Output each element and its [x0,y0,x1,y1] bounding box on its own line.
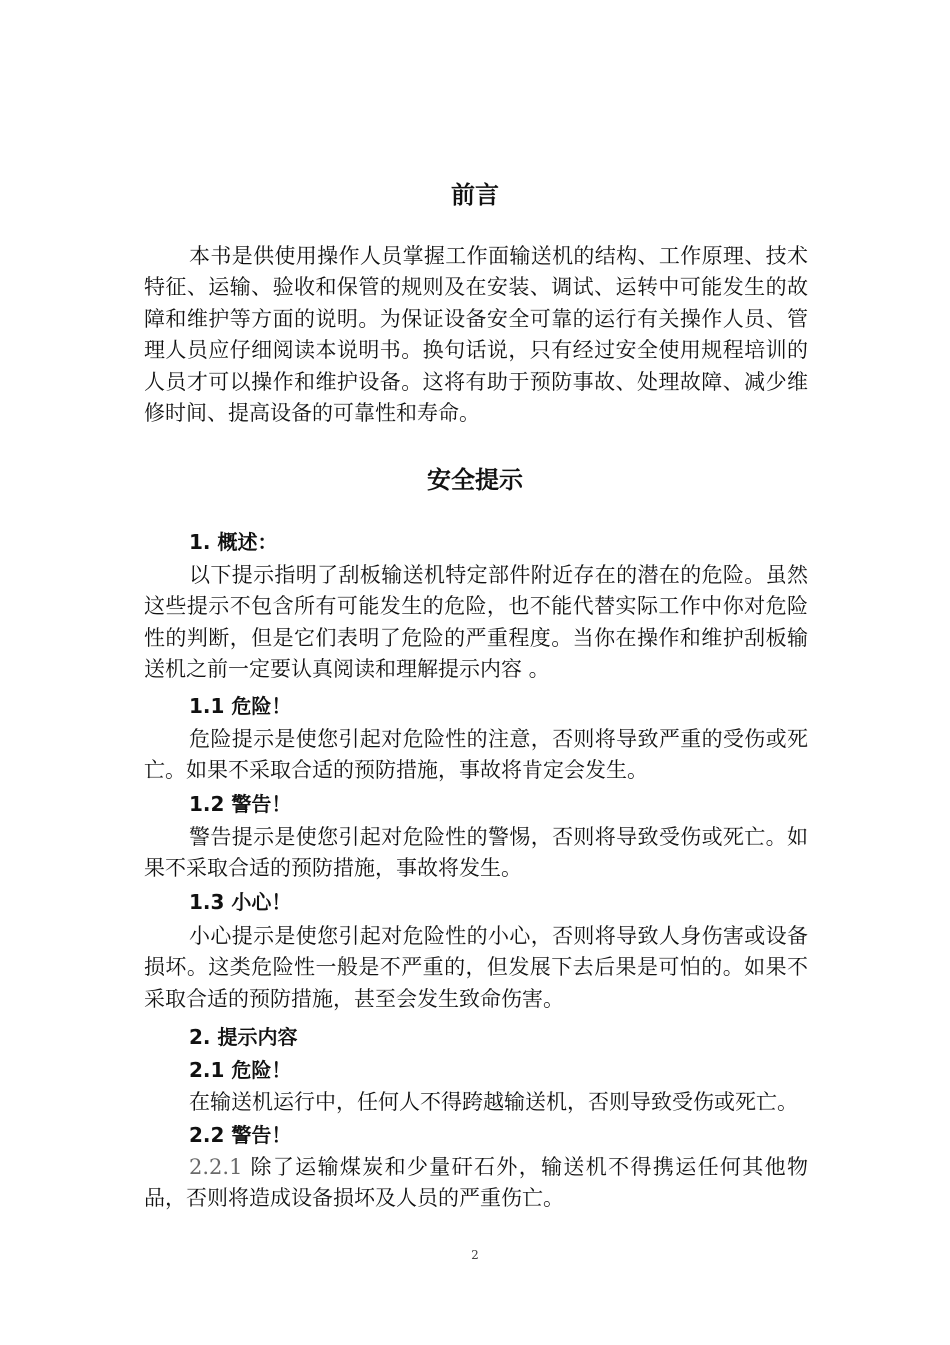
warning-paragraph: 警告提示是使您引起对危险性的警惕，否则将导致受伤或死亡。如果不采取合适的预防措施，事故将发生。 [144,825,808,881]
overview-heading: 1. 概述： [189,530,278,554]
item-2-2-1-number: 2.2.1 [189,1155,243,1179]
overview-paragraph: 以下提示指明了刮板输送机特定部件附近存在的潜在的危险。虽然这些提示不包含所有可能发生的危险，也不能代替实际工作中你对危险性的判断，但是它们表明了危险的严重程度。当你在操作和维护刮板输送机之前一定要认真阅读和理解提示内容 。 [144,563,808,682]
caution-paragraph: 小心提示是使您引起对危险性的小心，否则将导致人身伤害或设备损坏。这类危险性一般是不严重的，但发展下去后果是可怕的。如果不采取合适的预防措施，甚至会发生致命伤害。 [144,924,808,1011]
danger-paragraph: 危险提示是使您引起对危险性的注意，否则将导致严重的受伤或死亡。如果不采取合适的预防措施，事故将肯定会发生。 [144,727,808,783]
page-number: 2 [471,1248,479,1262]
content-warning-heading: 2.2 警告！ [189,1123,292,1147]
preface-title: 前言 [451,181,499,209]
preface-paragraph: 本书是供使用操作人员掌握工作面输送机的结构、工作原理、技术特征、运输、验收和保管的规则及在安装、调试、运转中可能发生的故障和维护等方面的说明。为保证设备安全可靠的运行有关操作人员、管理人员应仔细阅读本说明书。换句话说，只有经过安全使用规程培训的人员才可以操作和维护设备。这将有助于预防事故、处理故障、减少维修时间、提高设备的可靠性和寿命。 [144,244,808,426]
safety-title: 安全提示 [427,466,523,494]
content-danger-heading: 2.1 危险！ [189,1058,292,1082]
danger-heading: 1.1 危险！ [189,694,292,718]
item-2-2-1-text: 除了运输煤炭和少量矸石外，输送机不得携运任何其他物品，否则将造成设备损坏及人员的严重伤亡。 [144,1155,808,1211]
item-2-2-1-paragraph [144,1152,808,1215]
caution-heading: 1.3 小心！ [189,890,292,914]
content-heading: 2. 提示内容 [189,1025,298,1049]
warning-heading: 1.2 警告！ [189,792,292,816]
content-danger-paragraph: 在输送机运行中，任何人不得跨越输送机，否则导致受伤或死亡。 [189,1090,798,1114]
